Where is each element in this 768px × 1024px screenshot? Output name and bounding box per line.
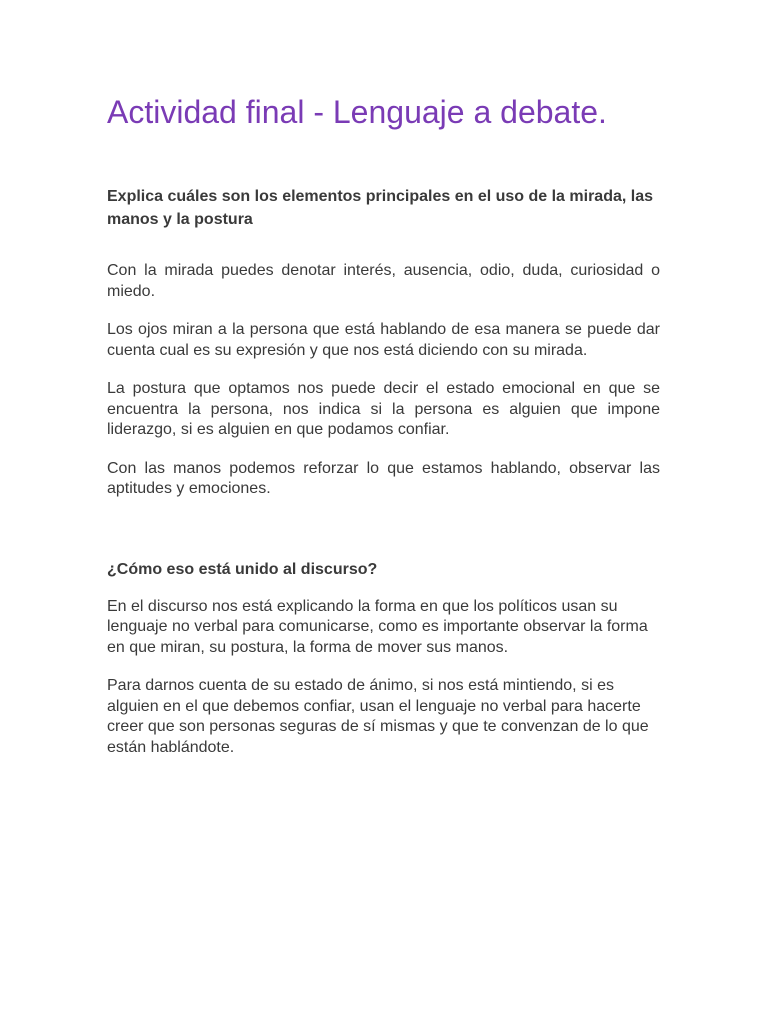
paragraph-manos: Con las manos podemos reforzar lo que estamos hablando, observar las aptitudes y emociones. (107, 459, 660, 497)
paragraph-estado-animo: Para darnos cuenta de su estado de ánimo, si nos está mintiendo, si es alguien en el que debemos confiar, usan el lenguaje no verbal para hacerte creer que son personas seguras de sí mismas y que te convenzan de lo que están hablándote. (107, 677, 649, 756)
paragraph-discurso: En el discurso nos está explicando la forma en que los políticos usan su lenguaje no verbal para comunicarse, como es importante observar la forma en que miran, su postura, la forma de mover sus manos. (107, 597, 648, 656)
paragraph-mirada: Con la mirada puedes denotar interés, ausencia, odio, duda, curiosidad o miedo. (107, 262, 660, 300)
paragraph-postura: La postura que optamos nos puede decir el estado emocional en que se encuentra la persona, nos indica si la persona es alguien que impone liderazgo, si es alguien en que podamos confiar. (107, 380, 660, 438)
question-2: ¿Cómo eso está unido al discurso? (107, 560, 378, 578)
document-title: Actividad final - Lenguaje a debate. (107, 94, 607, 130)
document-body (107, 185, 660, 758)
paragraph-ojos: Los ojos miran a la persona que está hablando de esa manera se puede dar cuenta cual es su expresión y que nos está diciendo con su mirada. (107, 321, 660, 359)
question-1: Explica cuáles son los elementos principales en el uso de la mirada, las manos y la postura (107, 188, 653, 228)
